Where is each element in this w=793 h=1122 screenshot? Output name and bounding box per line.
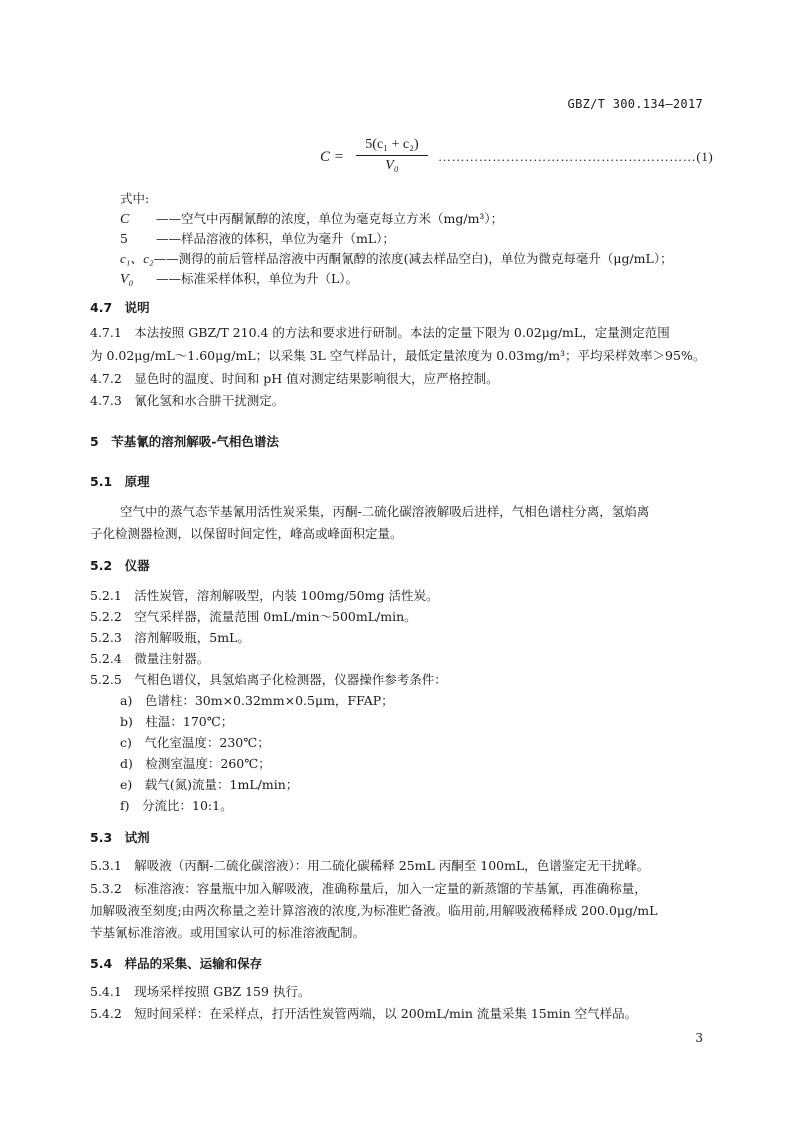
paragraph-line: 5.4.2 短时间采样：在采样点，打开活性炭管两端，以 200mL/min 流量采集 15min 空气样品。 <box>90 1006 638 1021</box>
paragraph-line: 为 0.02μg/mL～1.60μg/mL；以采集 3L 空气样品计，最低定量浓度为 0.03mg/m³；平均采样效率＞95%。 <box>90 348 706 363</box>
formula-fraction <box>352 137 432 174</box>
paragraph-line: 5.2.4 微量注射器。 <box>90 651 210 666</box>
paragraph-line: 5.4.1 现场采样按照 GBZ 159 执行。 <box>90 984 311 999</box>
paragraph-line: 5.2.1 活性炭管，溶剂解吸型，内装 100mg/50mg 活性炭。 <box>90 588 439 603</box>
page-number: 3 <box>695 1031 703 1045</box>
paragraph-line: a) 色谱柱：30m×0.32mm×0.5μm，FFAP； <box>120 693 394 708</box>
document-code: GBZ/T 300.134—2017 <box>567 97 703 111</box>
where-label: 式中: <box>120 191 150 206</box>
section-heading: 4.7 说明 <box>90 300 150 315</box>
paragraph-line: 空气中的蒸气态苄基氰用活性炭采集，丙酮-二硫化碳溶液解吸后进样，气相色谱柱分离，氢焰离 <box>120 504 650 519</box>
paragraph-line: 5.3.2 标准溶液：容量瓶中加入解吸液，准确称量后，加入一定量的新蒸馏的苄基氰，再准确称量， <box>90 881 647 896</box>
paragraph-line: c) 气化室温度：230℃； <box>120 735 270 750</box>
paragraph-line: 5.2.2 空气采样器，流量范围 0mL/min～500mL/min。 <box>90 609 417 624</box>
paragraph-line: 加解吸液至刻度;由两次称量之差计算溶液的浓度,为标准贮备液。临用前,用解吸液稀释成 200.0μg/mL <box>90 903 658 918</box>
variable-row <box>120 250 673 268</box>
formula-leader-number: …………………………………………………(1) <box>438 149 714 164</box>
paragraph-line: 5.3.1 解吸液（丙酮-二硫化碳溶液）：用二硫化碳稀释 25mL 丙酮至 100mL，色谱鉴定无干扰峰。 <box>90 858 650 873</box>
paragraph-line: 4.7.2 显色时的温度、时间和 pH 值对测定结果影响很大，应严格控制。 <box>90 371 499 386</box>
paragraph-line: 苄基氰标准溶液。或用国家认可的标准溶液配制。 <box>90 925 366 940</box>
variable-description: ——样品溶液的体积，单位为毫升（mL）； <box>156 231 395 246</box>
variable-row <box>120 270 358 289</box>
variable-symbol: C <box>120 212 130 227</box>
variable-description: ——空气中丙酮氰醇的浓度，单位为毫克每立方米（mg/m³）； <box>156 211 504 226</box>
section-heading: 5.2 仪器 <box>90 558 150 573</box>
variable-symbol: 5 <box>120 231 128 246</box>
paragraph-line: f) 分流比：10:1。 <box>120 798 233 813</box>
paragraph-line: d) 检测室温度：260℃； <box>120 756 271 771</box>
section-heading: 5.4 样品的采集、运输和保存 <box>90 956 263 971</box>
formula-denominator: V₀ <box>385 158 399 173</box>
paragraph-line: 5.2.5 气相色谱仪，具氢焰离子化检测器，仪器操作参考条件： <box>90 672 447 687</box>
variable-symbol: V₀ <box>120 272 134 287</box>
paragraph-line: e) 载气(氮)流量：1mL/min； <box>120 777 299 792</box>
paragraph-line: 子化检测器检测，以保留时间定性，峰高或峰面积定量。 <box>90 526 403 541</box>
variable-row <box>120 210 503 229</box>
paragraph-line: 5.2.3 溶剂解吸瓶，5mL。 <box>90 630 250 645</box>
section-heading: 5.3 试剂 <box>90 830 150 845</box>
variable-row <box>120 230 395 248</box>
variable-description: ——测得的前后管样品溶液中丙酮氰醇的浓度(减去样品空白)，单位为微克每毫升（μg/mL）； <box>153 251 673 266</box>
formula-numerator: 5(c₁ + c₂) <box>365 137 419 152</box>
variable-symbol: c₁、c₂ <box>120 251 154 266</box>
paragraph-line: 4.7.3 氰化氢和水合肼干扰测定。 <box>90 393 285 408</box>
section-heading: 5 苄基氰的溶剂解吸-气相色谱法 <box>90 434 279 449</box>
formula-lhs: C = <box>320 149 344 165</box>
paragraph-line: b) 柱温：170℃； <box>120 714 234 729</box>
paragraph-line: 4.7.1 本法按照 GBZ/T 210.4 的方法和要求进行研制。本法的定量下限为 0.02μg/mL，定量测定范围 <box>90 325 670 340</box>
variable-description: ——标准采样体积，单位为升（L）。 <box>156 271 359 286</box>
section-heading: 5.1 原理 <box>90 474 150 489</box>
fraction-bar <box>356 155 428 156</box>
